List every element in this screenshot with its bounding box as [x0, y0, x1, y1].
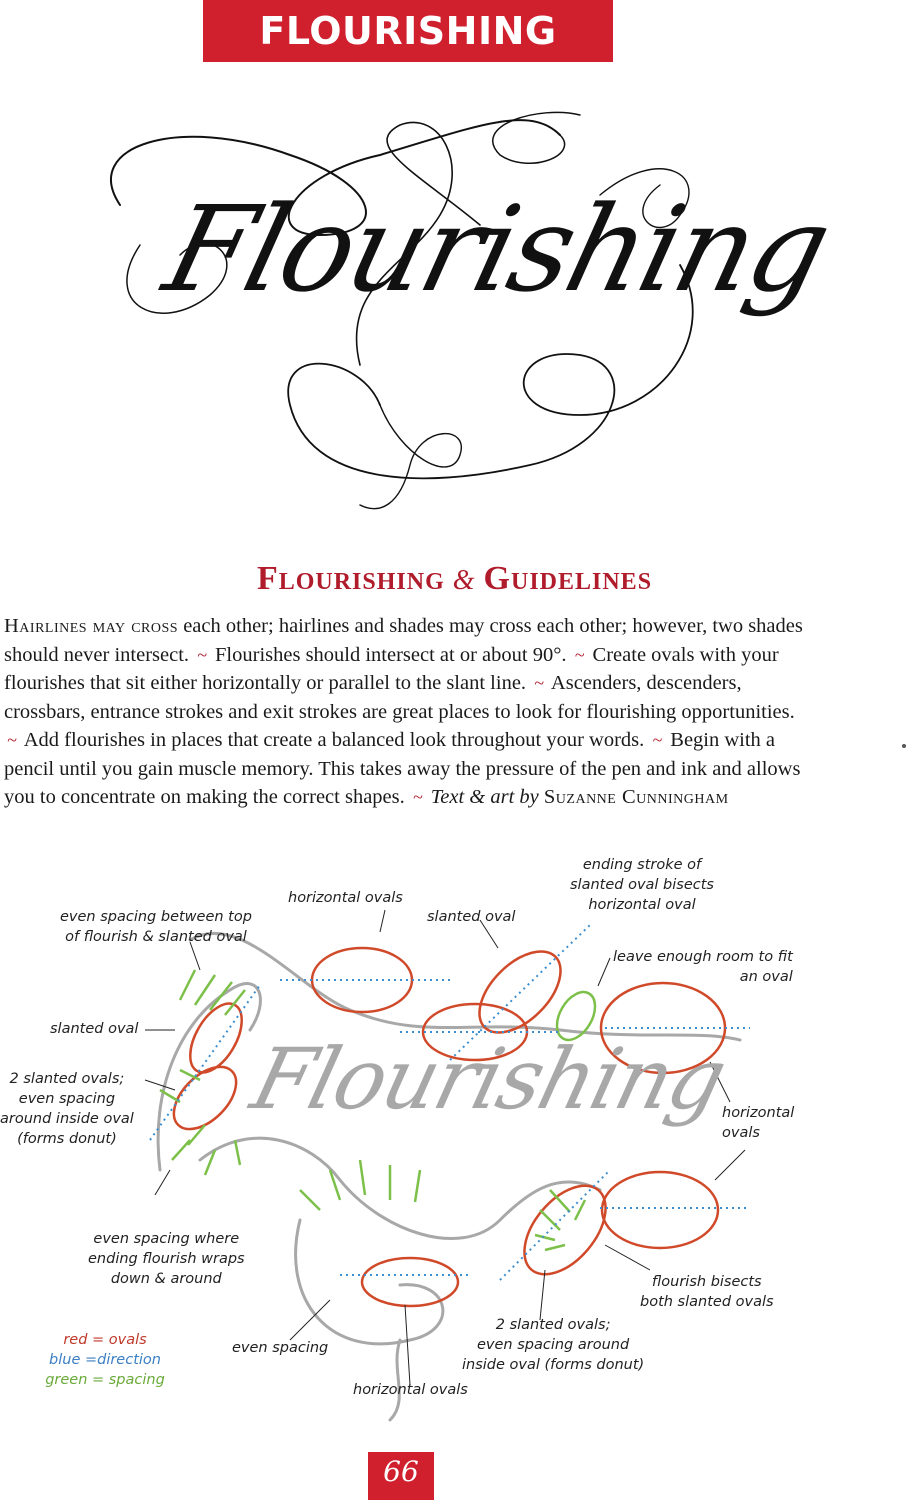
- ornament-icon: ~: [412, 787, 423, 807]
- label-even-spacing-top: even spacing between top of flourish & slanted oval: [60, 909, 252, 945]
- label-two-slanted-bottom: 2 slanted ovals; even spacing around inside oval (forms donut): [462, 1317, 645, 1373]
- legend-blue: blue =direction: [49, 1352, 161, 1368]
- ornament-icon: ~: [7, 730, 17, 750]
- ornament-icon: ~: [197, 644, 207, 665]
- label-horizontal-ovals-right: horizontal ovals: [722, 1105, 795, 1141]
- lead-small-caps: Hairlines may cross: [4, 615, 179, 637]
- sentence-4: Ascenders, descenders, crossbars, entrance strokes and exit strokes are great places to look for flourishing opportunities.: [4, 672, 795, 723]
- label-even-spacing-wraps: even spacing where ending flourish wraps down & around: [88, 1231, 245, 1287]
- label-even-spacing: even spacing: [232, 1340, 329, 1356]
- ornament-icon: ~: [534, 673, 544, 693]
- label-slanted-oval-left: slanted oval: [50, 1021, 139, 1037]
- sentence-1: each other; hairlines and shades may cross each other; however, two shades should never intersect.: [4, 615, 803, 666]
- legend-green: green = spacing: [45, 1372, 165, 1388]
- credit-text: Text & art by: [425, 786, 544, 808]
- sentence-3: Create ovals with your flourishes that sit either horizontally or parallel to the slant line.: [4, 643, 779, 694]
- label-slanted-oval-top: slanted oval: [427, 909, 516, 925]
- guidelines-paragraph: [4, 612, 804, 812]
- label-horizontal-ovals-bottom: horizontal ovals: [353, 1382, 468, 1398]
- label-horizontal-ovals-top: horizontal ovals: [288, 890, 403, 906]
- diagram-word: Flourishing: [242, 1030, 735, 1128]
- flourishing-script-word: Flourishing: [152, 180, 841, 318]
- legend-red: red = ovals: [63, 1332, 147, 1348]
- heading-ampersand: &: [452, 565, 476, 596]
- ornament-icon: ~: [652, 730, 663, 750]
- color-legend: [30, 1330, 180, 1390]
- sentence-2: Flourishes should intersect at or about 90°.: [209, 643, 567, 666]
- heading-right: Guidelines: [483, 560, 653, 597]
- sentence-6: Begin with a pencil until you gain muscle memory. This takes away the pressure of the pen and ink and allows you to concentrate on making the correct shapes.: [4, 729, 801, 808]
- flourishing-calligraphy-art: [60, 85, 750, 585]
- sentence-5: Add flourishes in places that create a balanced look throughout your words.: [19, 729, 645, 751]
- label-ending-stroke: ending stroke of slanted oval bisects horizontal oval: [570, 857, 714, 913]
- margin-mark: [902, 744, 906, 748]
- ornament-icon: ~: [574, 644, 585, 665]
- label-two-slanted-left: 2 slanted ovals; even spacing around inside oval (forms donut): [0, 1071, 134, 1147]
- author-name: Suzanne Cunningham: [543, 786, 729, 808]
- chapter-banner: FLOURISHING: [203, 0, 613, 62]
- label-leave-room: leave enough room to fit an oval: [613, 949, 793, 985]
- section-heading: [0, 560, 909, 598]
- heading-left: Flourishing: [256, 560, 445, 597]
- label-flourish-bisects: flourish bisects both slanted ovals: [640, 1274, 774, 1310]
- page-number: 66: [368, 1452, 434, 1500]
